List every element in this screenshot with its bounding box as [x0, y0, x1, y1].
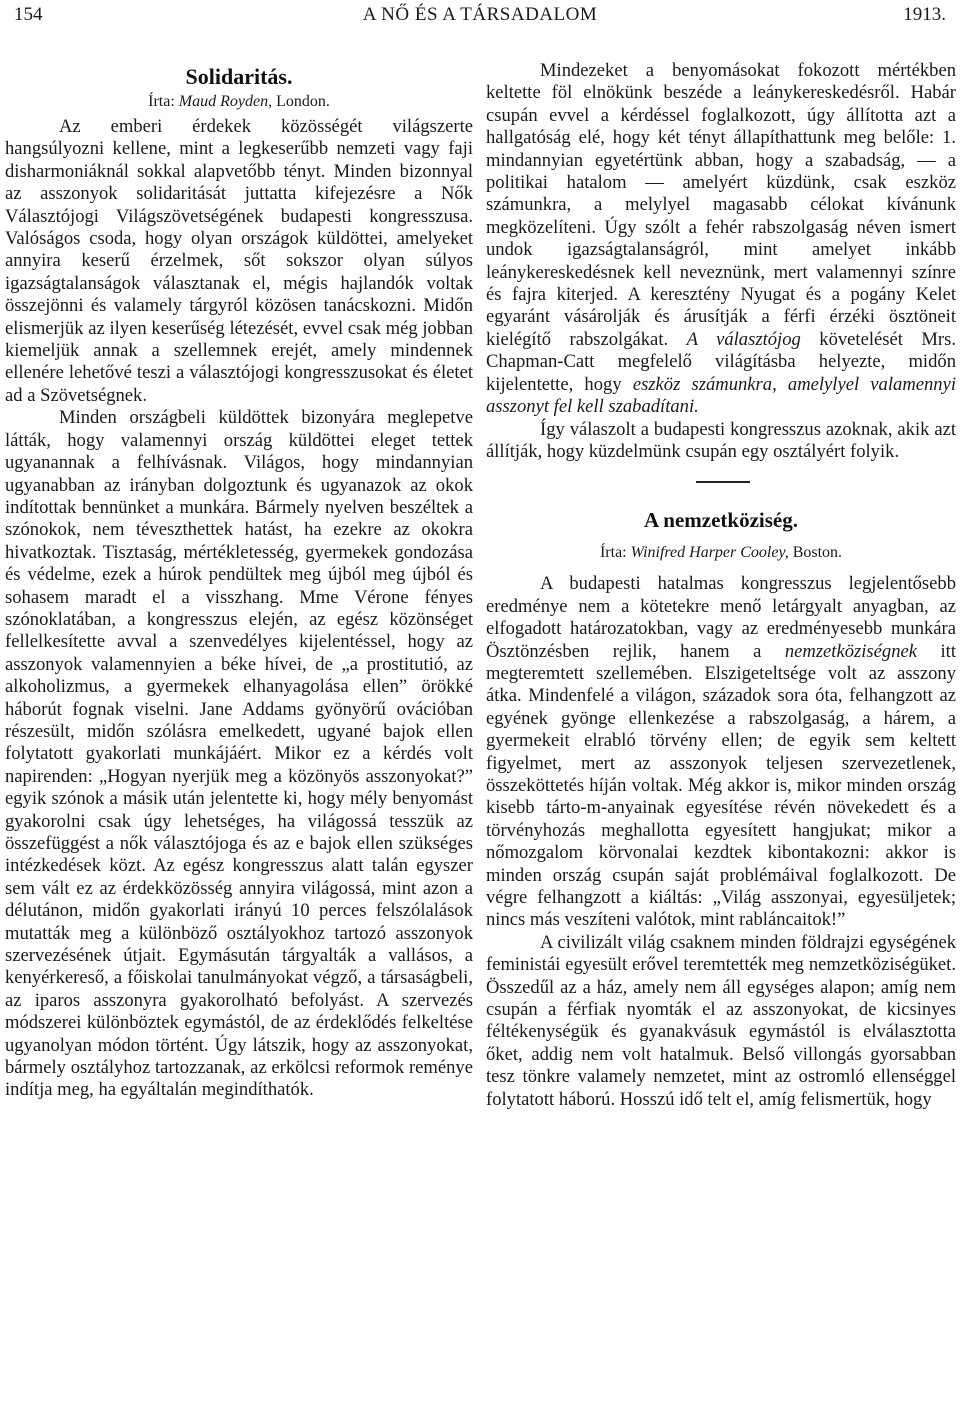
section-divider	[486, 463, 956, 503]
byline-prefix: Írta:	[148, 93, 179, 110]
article-title-nemzetkoziseg: A nemzetköziség.	[644, 508, 798, 533]
left-column	[5, 60, 473, 1102]
paragraph	[486, 60, 956, 419]
italic-phrase: nemzetköziségnek	[784, 640, 918, 662]
author-place: London.	[272, 93, 330, 110]
paragraph-text: itt megteremtett szellemében. Elszigeteltsége volt az asszony átka. Mindenfelé a világon, századok sora óta, felhangzott az egyének gyönge ellenkezése a rabszolgaság, a hárem, a gyermekeit elrabló törvény ellen; de egyik sem keltett figyelmet, mert az asszonyok teljesen szervezetlenek, összeköttetés híján voltak. Még akkor is, mikor minden ország kisebb tárto-m-anyainak egyesítése révén növekedett és a törvényhozás meghallotta egyesített hangjukat; mikor a nőmozgalom körvonalai kezdtek kibontakozni: akkor is minden ország csupán saját problémáival foglalkozott. De végre felhangzott a kiáltás: „Világ asszonyai, egyesüljetek; nincs más veszíteni valótok, mint rabláncaitok!”	[486, 640, 956, 931]
paragraph: A civilizált világ csaknem minden földrajzi egységének feministái egyesült erővel teremtették meg nemzetköziségüket. Összedűl az a ház, amely nem áll egységes alapon; amíg nem csupán a férfiak nyomták el az asszonyokat, de kicsinyes féltékenységük és gyanakvásuk egymástól is elválasztotta őket, addig nem volt hatalmuk. Belső villongás gyorsabban tesz tönkre valamely nemzetet, mint az ostromló ellenséggel folytatott háború. Hosszú idő telt el, amíg felismertük, hogy	[486, 931, 956, 1110]
page-header	[0, 0, 960, 28]
running-title: A NŐ ÉS A TÁRSADALOM	[362, 4, 598, 25]
paragraph: Minden országbeli küldöttek bizonyára meglepetve látták, hogy valamennyi ország küldöttei eleget tettek ugyanannak a felhívásnak. Világos, hogy mindannyian ugyanabban az irányban dolgoztunk és ugyanazok az okok indítottak bennünket a munkára. Bármely nyelven beszéltek a szónokok, nem téveszthettek hatást, ha ezekre az okokra hivatkoztak. Tisztaság, mértékletesség, gyermekek gondozása és védelme, ezek a húrok pendültek meg újból meg újból és sohasem maradt el a visszhang. Mme Vérone fényes szónoklatában, a kongresszus elején, az egész közönséget fellelkesítette avval a szenvedélyes kijelentéssel, hogy az asszonyok valamennyien a béke hívei, de „a prostitutió, az alkoholizmus, a gyermekek elhanyagolása ellen” örökké háborút fognak viselni. Jane Addams gyönyörű ovációban részesült, midőn szólásra emelkedett, ugyané bajok ellen folytatott gyakorlati munkájáért. Mikor ez a kérdés volt napirenden: „Hogyan nyerjük meg a közönyös asszonyokat?” egyik szónok a másik után jelentette ki, hogy mély benyomást gyakorolni csak úgy lehetséges, ha világossá tesszük az összefüggést a nők választójoga és az e bajok ellen szükséges intézkedések közt. Az egész kongresszus alatt talán egyszer sem vált ez az érdekközösség annyira világossá, mint azon a délutánon, midőn gyakorlati irányú 10 perces felszólalások mutatták meg a különböző osztályokhoz tartozó asszonyok szervezésének útjait. Egymásután tárgyalták a vallásos, a kenyérkereső, a főiskolai tanulmányokat végző, a társaságbeli, az iparos asszonyra gyakorolható befolyást. A szervezés módszerei különböztek egymástól, de az érdeklődés felkeltése ugyanolyan módon történt. Úgy látszik, hogy az asszonyokat, bármely osztályhoz tartozzanak, az erkölcsi reformok reménye indítja meg, ha egyáltalán megindíthatók.	[5, 407, 473, 1101]
italic-phrase: eszköz számunkra, amelylyel valamennyi asszonyt fel kell szabadítani.	[486, 373, 957, 418]
author-name: Winifred Harper Cooley,	[630, 544, 789, 562]
paragraph: Így válaszolt a budapesti kongresszus azoknak, akik azt állítják, hogy küzdelmünk csupán egy osztályért folyik.	[486, 418, 956, 462]
italic-phrase: A választójog	[686, 328, 801, 350]
author-place: Boston.	[788, 544, 843, 562]
article-byline	[5, 92, 473, 112]
right-column	[486, 60, 956, 1111]
paragraph-text: Mindezeket a benyomásokat fokozott mértékben keltette föl elnökünk beszéde a leánykereskedésről. Habár csupán evvel a kérdéssel foglalkozott, úgy állította azt a hallgatóság elé, hogy két tényt állapíthattunk meg belőle: 1. mindannyian egyetértünk abban, hogy a szabadság, — a politikai hatalom — amelyért küzdünk, csak eszköz számunkra, a melylyel magasabb célokat kívánunk megközelíteni. Úgy szólt a fehér rabszolgaság néven ismert undok igazságtalanságról, mint amelyet inkább leánykereskedésnek kell neveznünk, mert valamennyi színre és fajra kiterjed. A keresztény Nyugat és a pogány Kelet egyaránt vásárolják és árusítják a férfi érzéki ösztöneit kielégítő rabszolgákat.	[486, 60, 956, 350]
publication-year: 1913.	[903, 4, 946, 25]
byline-prefix: Írta:	[599, 544, 631, 562]
paragraph-text: A budapesti hatalmas kongresszus legjelentősebb eredménye nem a kötetekre menő letárgyalt anyagban, az elfogadott határozatokban, vagy az eredményesebb munkára Ösztönzésben rejlik, hanem a	[486, 573, 956, 662]
paragraph-text: követelését Mrs. Chapman-Catt megfelelő világításba helyezte, midőn kijelentette, hogy	[486, 328, 956, 395]
paragraph: Az emberi érdekek közösségét világszerte hangsúlyozni kellene, mint a legkeserűbb nemzeti vagy faji disharmoniáknál sokkal alapvetőbb tényt. Minden bizonnyal az asszonyok solidaritását juttatta kifejezésre a Nők Választójogi Világszövetségének budapesti kongresszusa. Valóságos csoda, hogy olyan országok küldöttei, amelyeket annyira keserű érzelmek, sőt sokszor olyan súlyos igazságtalanságok választanak el, mégis hajlandók voltak összejönni és valamely tárgyról közösen tanácskozni. Midőn elismerjük az ilyen keserűség létezését, evvel csak még jobban kiemeljük annak a szellemnek erejét, amely mindennek ellenére lehetővé teszi a választójogi kongresszusokat és életet ad a Szövetségnek.	[5, 116, 473, 406]
article-title-solidaritas: Solidaritás.	[185, 64, 293, 89]
author-name: Maud Royden,	[178, 93, 273, 110]
paragraph	[486, 573, 956, 932]
article-byline	[486, 543, 956, 563]
divider-line	[696, 481, 750, 483]
page-number: 154	[14, 4, 43, 25]
